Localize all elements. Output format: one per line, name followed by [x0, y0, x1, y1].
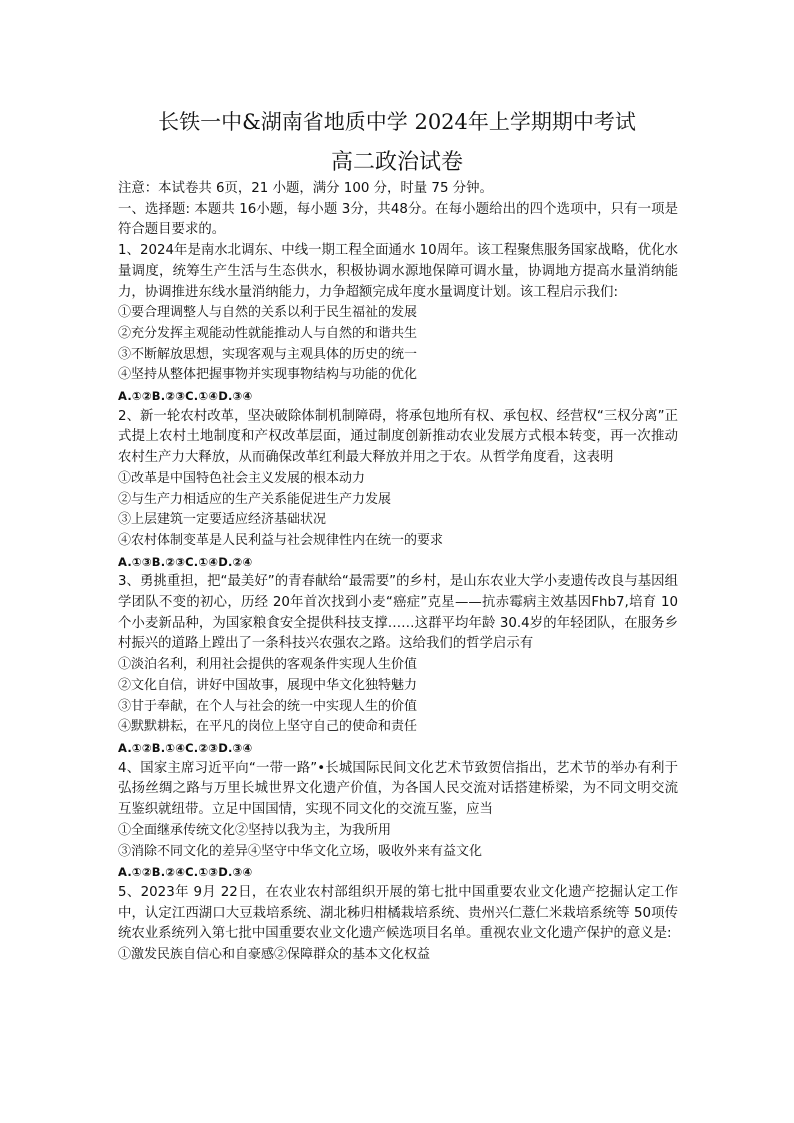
- question-5: [118, 883, 678, 966]
- option-line: ①激发民族自信心和自豪感②保障群众的基本文化权益: [118, 947, 431, 963]
- question-stem: 5、2023年 9月 22日，在农业农村部组织开展的第七批中国重要农业文化遗产挖掘认定工作中，认定江西湖口大豆栽培系统、湖北秭归柑橘栽培系统、贵州兴仁薏仁米栽培系统等 50项传统农业系统列入第七批中国重要农业文化遗产候选项目名单。重视农业文化遗产保护的意义是:: [118, 884, 678, 942]
- notice-text: 注意：本试卷共 6页，21 小题，满分 100 分，时量 75 分钟。: [118, 181, 493, 196]
- question-stem: 3、勇挑重担，把“最美好”的青春献给“最需要”的乡村，是山东农业大学小麦遗传改良与基因组学团队不变的初心，历经 20年首次找到小麦“癌症”克星——抗赤霉病主效基因Fhb7,培育 10个小麦新品种，为国家粮食安全提供科技支撑……这群平均年龄 30.4岁的年轻团队，在服务乡村振兴的道路上蹚出了一条科技兴农强农之路。这给我们的哲学启示有: [118, 574, 678, 652]
- question-stem: 4、国家主席习近平向“一带一路”•长城国际民间文化艺术节致贺信指出，艺术节的举办有利于弘扬丝绸之路与万里长城世界文化遗产价值，为各国人民交流对话搭建桥梁，为不同文明交流互鉴织就纽带。立足中国国情，实现不同文化的交流互鉴，应当: [118, 760, 678, 818]
- question-3: [118, 572, 678, 758]
- option-line: ②文化自信，讲好中国故事，展现中华文化独特魅力: [118, 677, 418, 693]
- answer-choices: A.①②B.①④C.②③D.③④: [118, 740, 253, 755]
- option-line: ①要合理调整人与自然的关系以利于民生福祉的发展: [118, 305, 418, 321]
- option-line: ③甘于奉献，在个人与社会的统一中实现人生的价值: [118, 698, 418, 714]
- option-line: ③不断解放思想，实现客观与主观具体的历史的统一: [118, 346, 418, 362]
- section-instructions: 一、选择题: 本题共 16小题，每小题 3分，共48分。在每小题给出的四个选项中，只有一项是符合题目要求的。: [118, 201, 678, 238]
- answer-choices: A.①②B.②③C.①④D.③④: [118, 389, 253, 404]
- question-stem: 2、新一轮农村改革，坚决破除体制机制障碍，将承包地所有权、承包权、经营权“三权分离”正式提上农村土地制度和产权改革层面，通过制度创新推动农业发展方式根本转变，再一次推动农村生产力大释放，从而确保改革红利最大释放并用之于农。从哲学角度看，这表明: [118, 408, 678, 466]
- exam-subtitle: 高二政治试卷: [330, 150, 463, 175]
- option-line: ①淡泊名利，利用社会提供的客观条件实现人生价值: [118, 657, 418, 673]
- option-line: ④农村体制变革是人民利益与社会规律性内在统一的要求: [118, 532, 444, 548]
- option-line: ③消除不同文化的差异④坚守中华文化立场，吸收外来有益文化: [118, 843, 483, 859]
- question-1: [118, 241, 678, 407]
- option-line: ④默默耕耘，在平凡的岗位上坚守自己的使命和责任: [118, 719, 418, 735]
- exam-title: 长铁一中&湖南省地质中学 2024年上学期期中考试: [158, 110, 636, 134]
- question-2: [118, 407, 678, 573]
- option-line: ④坚持从整体把握事物并实现事物结构与功能的优化: [118, 367, 418, 383]
- question-4: [118, 759, 678, 883]
- exam-content: [118, 179, 678, 966]
- option-line: ③上层建筑一定要适应经济基础状况: [118, 512, 327, 528]
- answer-choices: A.①②B.②④C.①③D.③④: [118, 865, 253, 880]
- answer-choices: A.①③B.②③C.①④D.②④: [118, 554, 253, 569]
- option-line: ②充分发挥主观能动性就能推动人与自然的和谐共生: [118, 325, 418, 341]
- option-line: ②与生产力相适应的生产关系能促进生产力发展: [118, 491, 392, 507]
- option-line: ①全面继承传统文化②坚持以我为主，为我所用: [118, 822, 392, 838]
- question-stem: 1、2024年是南水北调东、中线一期工程全面通水 10周年。该工程聚焦服务国家战略，优化水量调度，统筹生产生活与生态供水，积极协调水源地保障可调水量，协调地方提高水量消纳能力，协调推进东线水量消纳能力，力争超额完成年度水量调度计划。该工程启示我们:: [118, 243, 678, 300]
- option-line: ①改革是中国特色社会主义发展的根本动力: [118, 470, 366, 486]
